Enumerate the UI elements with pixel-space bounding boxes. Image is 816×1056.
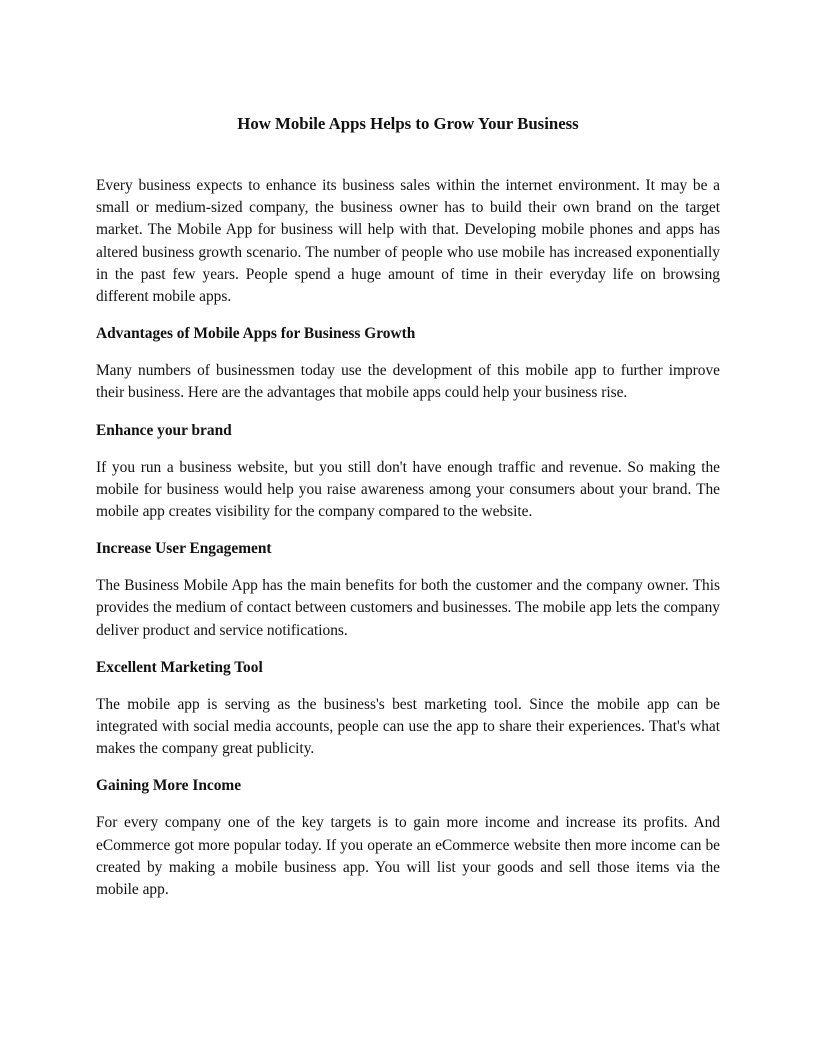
section-advantages: [96, 323, 720, 404]
section-body: If you run a business website, but you still don't have enough traffic and revenue. So making the mobile for business would help you raise awareness among your consumers about your brand. The mobile app creates visibility for the company compared to the website.: [96, 458, 720, 521]
section-body: The Business Mobile App has the main benefits for both the customer and the company owner. This provides the medium of contact between customers and businesses. The mobile app lets the company deliver product and service notifications.: [96, 577, 720, 639]
section-heading: Increase User Engagement: [96, 540, 272, 558]
section-body: The mobile app is serving as the business's best marketing tool. Since the mobile app can be integrated with social media accounts, people can use the app to share their experiences. That's what makes the company great publicity.: [96, 695, 720, 758]
section-marketing-tool: [96, 657, 720, 761]
section-heading: Excellent Marketing Tool: [96, 658, 263, 676]
section-enhance-brand: [96, 420, 720, 524]
section-user-engagement: [96, 538, 720, 642]
section-heading: Advantages of Mobile Apps for Business Growth: [96, 325, 416, 343]
section-body: Many numbers of businessmen today use the development of this mobile app to further improve their business. Here are the advantages that mobile apps could help your business rise.: [96, 362, 720, 402]
section-more-income: [96, 775, 720, 901]
intro-paragraph: Every business expects to enhance its business sales within the internet environment. It may be a small or medium-sized company, the business owner has to build their own brand on the target market. The Mobile App for business will help with that. Developing mobile phones and apps has altered business growth scenario. The number of people who use mobile has increased exponentially in the past few years. People spend a huge amount of time in their everyday life on browsing different mobile apps.: [96, 177, 720, 306]
document-title: How Mobile Apps Helps to Grow Your Business: [237, 114, 579, 133]
section-body: For every company one of the key targets is to gain more income and increase its profits. And eCommerce got more popular today. If you operate an eCommerce website then more income can be created by making a mobile business app. You will list your goods and sell those items via the mobile app.: [96, 814, 720, 899]
document-page: [96, 112, 720, 916]
section-heading: Gaining More Income: [96, 777, 242, 795]
section-heading: Enhance your brand: [96, 421, 232, 439]
